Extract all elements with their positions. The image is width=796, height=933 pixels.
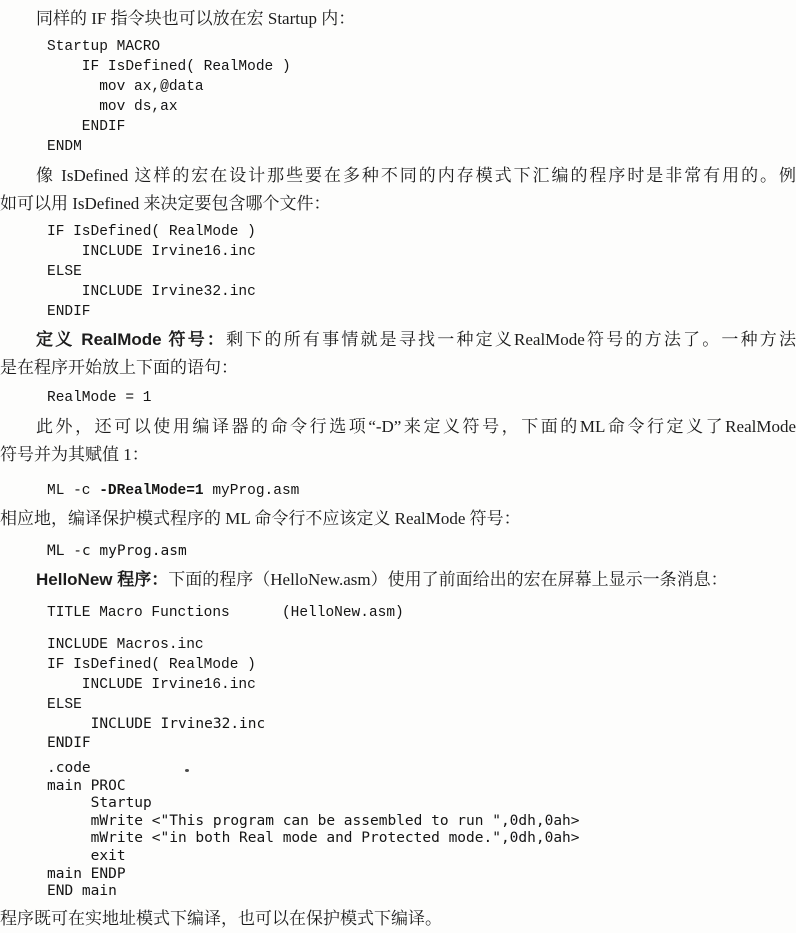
code-line: TITLE Macro Functions (HelloNew.asm) — [47, 605, 404, 621]
paragraph-line: 像 IsDefined 这样的宏在设计那些要在多种不同的内存模式下汇编的程序时是非常有用的。例 — [36, 166, 796, 185]
bold-lead: 定义 RealMode 符号： — [36, 330, 227, 349]
code-line: mov ax,@data — [47, 79, 204, 95]
code-line: RealMode = 1 — [47, 390, 152, 406]
paragraph-closing: 程序既可在实地址模式下编译，也可以在保护模式下编译。 — [0, 908, 442, 928]
code-line: ELSE — [47, 264, 82, 280]
code-line: ML -c myProg.asm — [47, 543, 187, 559]
code-line: IF IsDefined( RealMode ) — [47, 59, 291, 75]
code-line: INCLUDE Irvine32.inc — [47, 284, 256, 300]
code-line: IF IsDefined( RealMode ) — [47, 657, 256, 673]
code-block-hellonew-mid — [47, 715, 796, 753]
code-block-ml-plain — [47, 541, 796, 561]
paragraph-cmdline-option — [0, 413, 796, 469]
code-line: IF IsDefined( RealMode ) — [47, 224, 256, 240]
paragraph-line: 如可以用 IsDefined 来决定要包含哪个文件： — [0, 194, 331, 213]
code-line: .code — [47, 760, 91, 776]
code-block-ml-define — [47, 481, 796, 501]
code-line: INCLUDE Irvine32.inc — [47, 716, 266, 732]
code-text: ML -c — [47, 483, 100, 499]
code-block-hellonew-top — [47, 603, 796, 715]
paragraph-line — [0, 566, 796, 594]
code-line: ELSE — [47, 697, 82, 713]
paragraph-accordingly: 相应地，编译保护模式程序的 ML 命令行不应该定义 RealMode 符号： — [0, 509, 521, 528]
code-line: mWrite <"in both Real mode and Protected mode.",0dh,0ah> — [47, 830, 580, 847]
code-line: mWrite <"This program can be assembled to run ",0dh,0ah> — [47, 812, 580, 829]
bold-lead: HelloNew 程序： — [36, 570, 169, 589]
paragraph-define-realmode — [0, 326, 796, 382]
code-line: exit — [47, 847, 126, 864]
code-text: myProg.asm — [203, 483, 300, 499]
code-block-realmode-assign — [47, 388, 796, 408]
code-bold-text: -DRealMode=1 — [99, 483, 204, 499]
paragraph-hellonew — [0, 566, 796, 594]
code-line: INCLUDE Irvine16.inc — [47, 677, 256, 693]
scan-artifact-dot — [185, 769, 189, 772]
paragraph-line: 此外，还可以使用编译器的命令行选项“-D”来定义符号，下面的ML命令行定义了RealMode — [36, 417, 796, 436]
code-line: Startup — [47, 795, 152, 812]
paragraph-intro: 同样的 IF 指令块也可以放在宏 Startup 内： — [36, 9, 356, 28]
code-line: INCLUDE Macros.inc — [47, 637, 204, 653]
paragraph-text: 下面的程序（HelloNew.asm）使用了前面给出的宏在屏幕上显示一条消息： — [168, 570, 728, 589]
code-line: main ENDP — [47, 865, 126, 882]
code-block-hellonew-main — [47, 760, 796, 901]
code-block-startup-macro — [47, 37, 796, 157]
code-line: mov ds,ax — [47, 99, 178, 115]
code-line: ENDIF — [47, 735, 91, 751]
code-block-include-choice — [47, 222, 796, 322]
code-line: main PROC — [47, 777, 126, 794]
paragraph-line: 符号并为其赋值 1： — [0, 445, 149, 464]
paragraph-isdefined-usage — [0, 162, 796, 218]
code-line: ENDM — [47, 139, 82, 155]
paragraph-line: 是在程序开始放上下面的语句： — [0, 358, 238, 377]
code-line — [47, 481, 796, 501]
paragraph-text: 剩下的所有事情就是寻找一种定义RealMode符号的方法了。一种方法 — [226, 330, 796, 349]
code-line: INCLUDE Irvine16.inc — [47, 244, 256, 260]
code-line: Startup MACRO — [47, 39, 161, 55]
code-line: END main — [47, 883, 117, 900]
code-line: ENDIF — [47, 119, 126, 135]
code-line: ENDIF — [47, 304, 91, 320]
paragraph-line — [0, 326, 796, 354]
